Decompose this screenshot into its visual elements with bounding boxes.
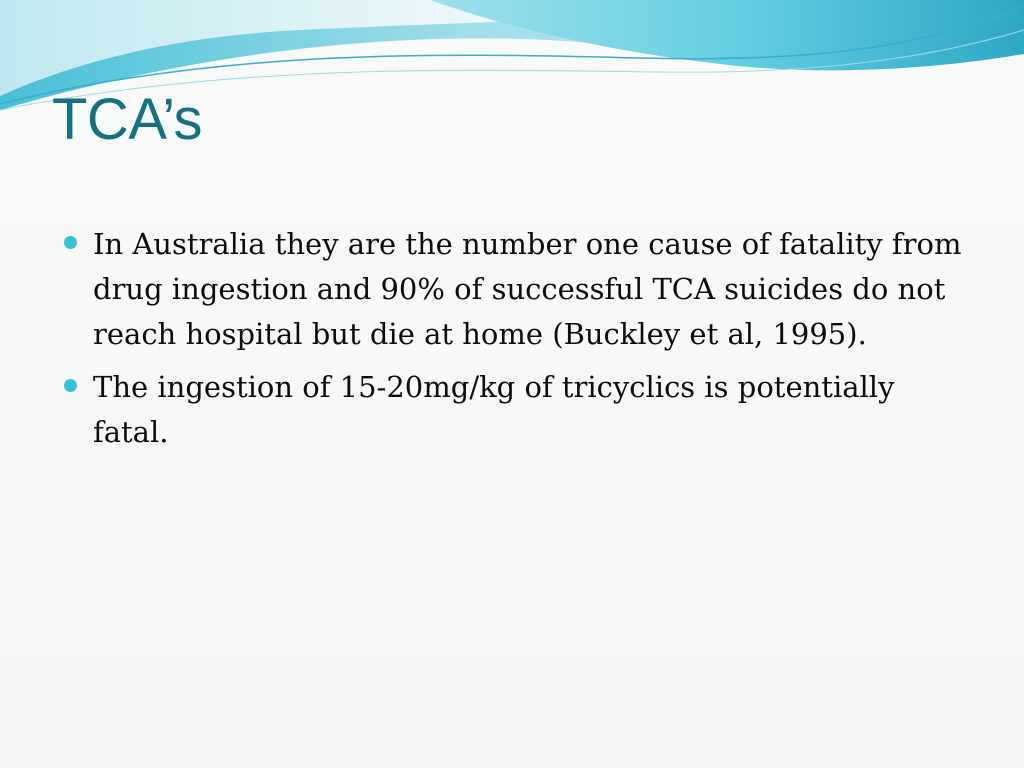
bullet-item	[64, 365, 964, 455]
bullet-dot-icon	[64, 379, 77, 392]
bullet-item	[64, 222, 964, 357]
bullet-text: In Australia they are the number one cause of fatality from drug ingestion and 90% of successful TCA suicides do not reach hospital but die at home (Buckley et al, 1995).	[93, 227, 962, 351]
bullet-dot-icon	[64, 236, 77, 249]
slide-title: TCA’s	[52, 87, 203, 152]
bullet-text: The ingestion of 15-20mg/kg of tricyclics is potentially fatal.	[93, 370, 895, 449]
bullet-list	[64, 222, 964, 463]
